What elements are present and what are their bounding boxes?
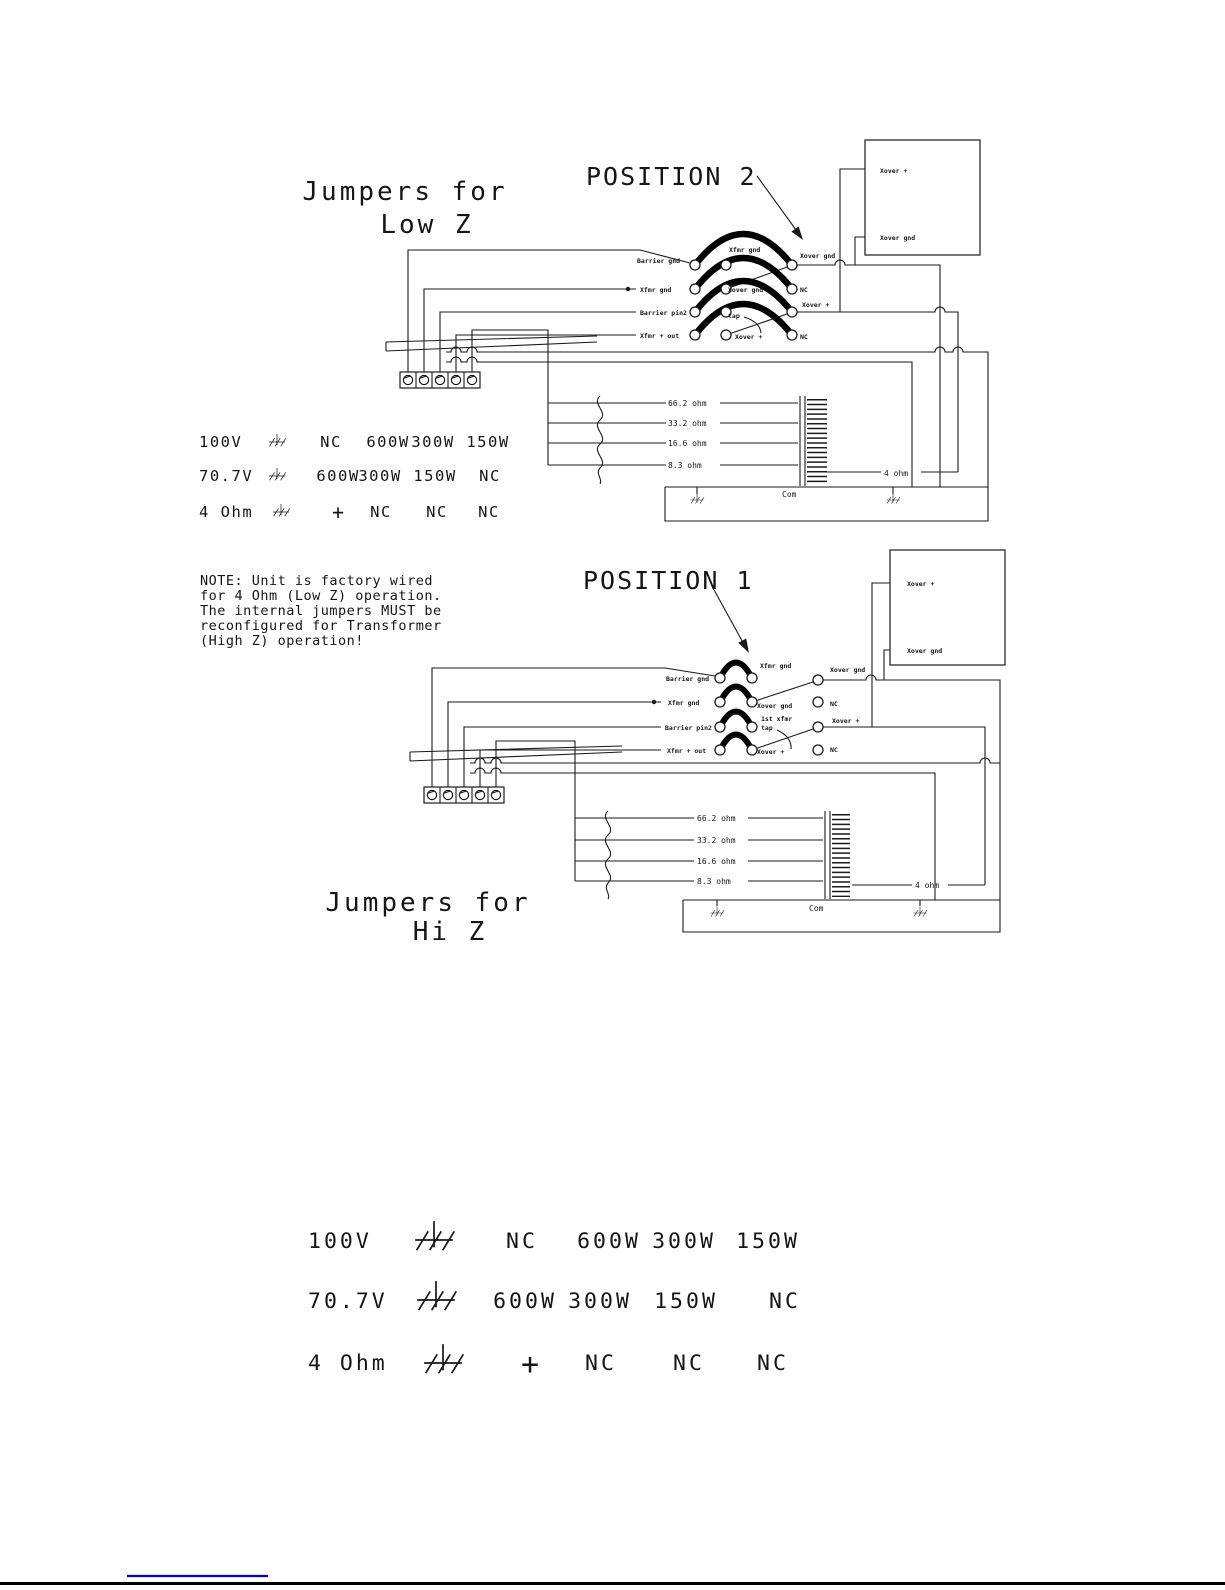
- note-line: reconfigured for Transformer: [200, 618, 442, 634]
- xover-gnd-label: Xover gnd: [880, 234, 916, 242]
- table-cell: NC: [506, 1229, 538, 1254]
- output-label: 4 ohm: [915, 881, 940, 890]
- table-cell: NC: [673, 1351, 705, 1376]
- position-2-label: POSITION 2: [586, 162, 757, 191]
- common-label: Com: [782, 490, 797, 499]
- table-row-label: 4 Ohm: [308, 1351, 388, 1376]
- row-left-label: Barrier pin2: [640, 309, 687, 317]
- junction-dot: [652, 700, 656, 704]
- row-mid-label: Xover gnd: [728, 286, 764, 294]
- row-mid-label: Xover gnd: [757, 702, 793, 710]
- xover-gnd-label: Xover gnd: [907, 647, 943, 655]
- note-line: for 4 Ohm (Low Z) operation.: [200, 588, 442, 604]
- note-line: NOTE: Unit is factory wired: [200, 573, 433, 589]
- low-z-title-line2: Low Z: [380, 210, 474, 240]
- screw-terminal-icon: [459, 790, 468, 799]
- row-right-label: Xover +: [832, 717, 860, 725]
- screw-terminal-icon: [403, 375, 412, 384]
- table-cell: 150W: [736, 1229, 800, 1254]
- screw-terminal-icon: [427, 790, 436, 799]
- table-row-label: 100V: [199, 433, 243, 451]
- xover-plus-label: Xover +: [907, 580, 935, 588]
- screw-terminal-icon: [491, 790, 500, 799]
- screw-terminal-icon: [419, 375, 428, 384]
- table-cell: 300W: [652, 1229, 716, 1254]
- table-cell: NC: [320, 433, 342, 451]
- tap-label: 66.2 ohm: [668, 399, 707, 408]
- row-left-label: Barrier gnd: [637, 257, 681, 265]
- table-cell: 300W: [568, 1289, 632, 1314]
- table-row-label: 70.7V: [308, 1289, 388, 1314]
- row-mid-label: 1st xfmr: [761, 715, 793, 723]
- table-row-label: 100V: [308, 1229, 372, 1254]
- row-right-label: Xover gnd: [800, 252, 836, 260]
- table-cell: 600W: [577, 1229, 641, 1254]
- row-right-label: Xover +: [802, 301, 830, 309]
- row-left-label: Xfmr gnd: [668, 699, 700, 707]
- table-cell: 300W: [411, 433, 455, 451]
- low-z-title-line1: Jumpers for: [302, 177, 508, 207]
- row-left-label: Barrier pin2: [665, 724, 712, 732]
- tap-label: 16.6 ohm: [697, 857, 736, 866]
- table-cell: NC: [479, 467, 501, 485]
- table-cell: 600W: [366, 433, 410, 451]
- table-cell: 300W: [358, 467, 402, 485]
- table-cell-plus: +: [520, 1347, 540, 1382]
- table-cell: 600W: [316, 467, 360, 485]
- row-mid-label: Xfmr gnd: [760, 662, 792, 670]
- row-mid-label: Xfmr gnd: [729, 246, 761, 254]
- tap-label: 33.2 ohm: [668, 419, 707, 428]
- tap-label: 66.2 ohm: [697, 814, 736, 823]
- screw-terminal-icon: [467, 375, 476, 384]
- table-cell: NC: [370, 503, 392, 521]
- table-cell: 600W: [493, 1289, 557, 1314]
- row-right-label: Xover gnd: [830, 666, 866, 674]
- table-cell-plus: +: [331, 500, 345, 524]
- hi-z-title-line1: Jumpers for: [325, 888, 531, 918]
- table-cell: 150W: [654, 1289, 718, 1314]
- row-mid-label: Xover +: [735, 333, 763, 341]
- common-label: Com: [809, 904, 824, 913]
- row-left-label: Xfmr gnd: [640, 286, 672, 294]
- row-mid-label: Xover +: [757, 748, 785, 756]
- row-right-label: NC: [830, 700, 838, 708]
- row-right-label: NC: [800, 286, 808, 294]
- screw-terminal-icon: [475, 790, 484, 799]
- table-row-label: 70.7V: [199, 467, 254, 485]
- xover-plus-label: Xover +: [880, 167, 908, 175]
- table-cell: NC: [478, 503, 500, 521]
- table-cell: 150W: [413, 467, 457, 485]
- screw-terminal-icon: [435, 375, 444, 384]
- row-right-label: NC: [800, 333, 808, 341]
- hi-z-title-line2: Hi Z: [412, 917, 488, 947]
- table-row-label: 4 Ohm: [199, 503, 254, 521]
- table-cell: NC: [585, 1351, 617, 1376]
- tap-label: 8.3 ohm: [668, 461, 702, 470]
- row-left-label: Xfmr + out: [640, 332, 680, 340]
- position-1-label: POSITION 1: [583, 566, 754, 595]
- table-cell: NC: [757, 1351, 789, 1376]
- note-line: The internal jumpers MUST be: [200, 603, 442, 619]
- tap-label: 33.2 ohm: [697, 836, 736, 845]
- row-right-label: NC: [830, 746, 838, 754]
- table-cell: NC: [426, 503, 448, 521]
- row-left-label: Barrier gnd: [666, 675, 710, 683]
- screw-terminal-icon: [443, 790, 452, 799]
- note-line: (High Z) operation!: [200, 633, 364, 649]
- row-mid-label: tap: [728, 312, 740, 320]
- table-cell: 150W: [466, 433, 510, 451]
- screw-terminal-icon: [451, 375, 460, 384]
- output-label: 4 ohm: [884, 469, 909, 478]
- row-mid-label: tap: [761, 724, 773, 732]
- tap-label: 8.3 ohm: [697, 877, 731, 886]
- row-left-label: Xfmr + out: [667, 747, 707, 755]
- tap-label: 16.6 ohm: [668, 439, 707, 448]
- table-cell: NC: [769, 1289, 801, 1314]
- junction-dot: [626, 287, 630, 291]
